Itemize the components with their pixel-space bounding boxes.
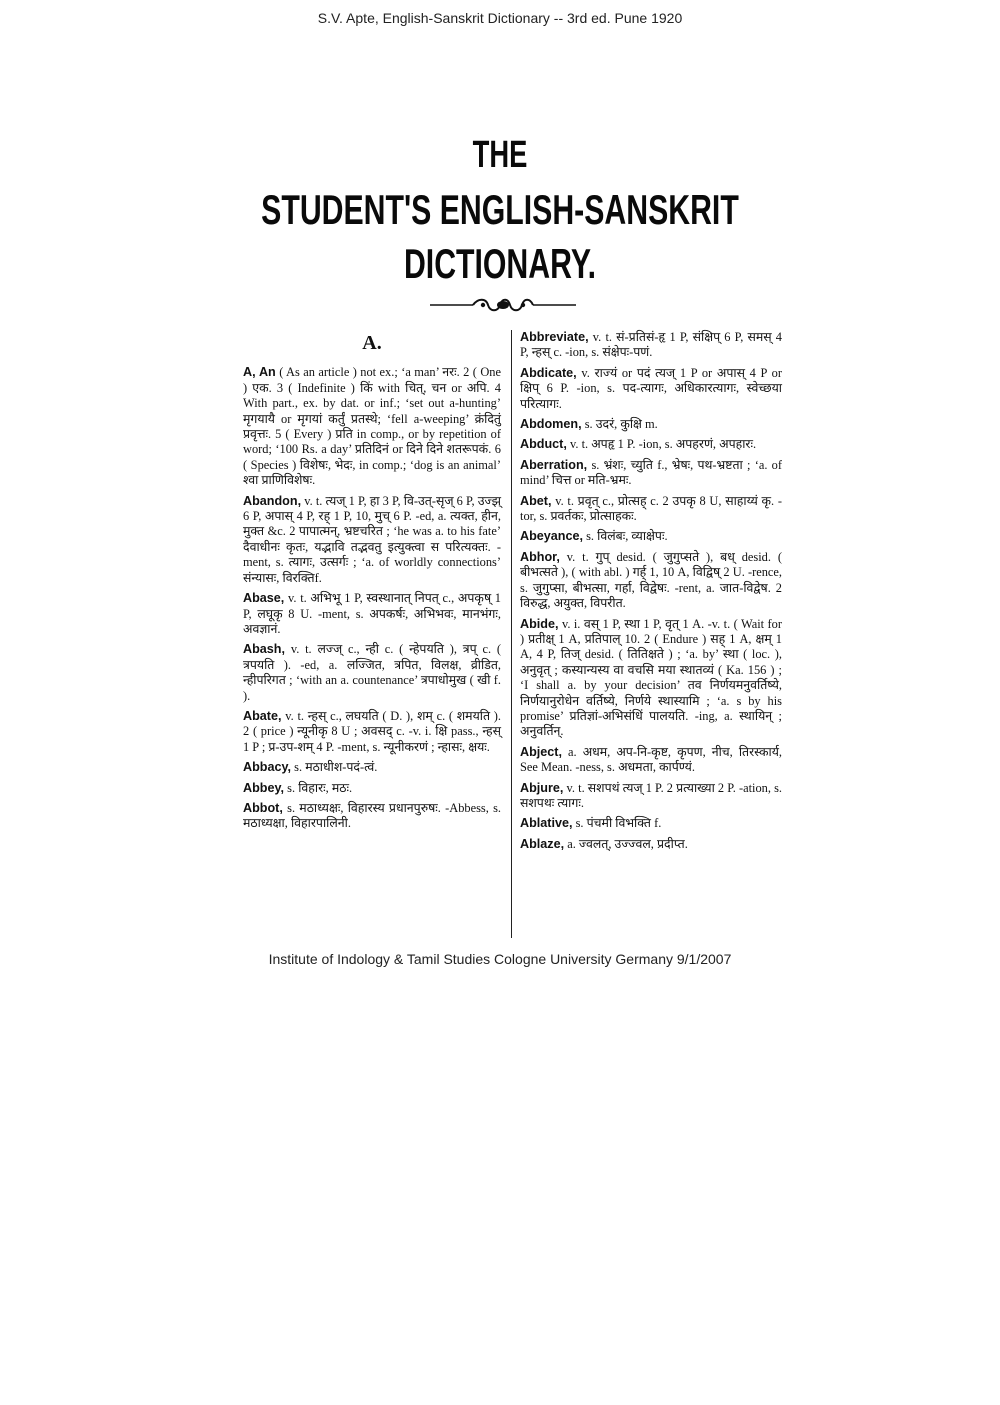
dictionary-entry — [520, 529, 782, 544]
entry-definition: v. t. त्यज् 1 P, हा 3 P, वि-उत्-सृज् 6 P, उज्झ् 6 P, अपास् 4 P, रह् 1 P, 10, मुच् 6 P. -ed, a. त्यक्त, हीन, मुक्त &c. 2 पापात्मन्, भ्रष्टचरित ; ‘he was a. to his fate’ दैवाधीनः कृतः, यद्भावि तद्भवतु इत्युक्त्वा स परित्यक्तः. -ment, s. त्यागः, उत्सर्गः ; ‘a. of worldly connections’ संन्यासः, विरक्तिf. — [243, 493, 501, 585]
entry-headword: Abash, — [243, 642, 285, 657]
dictionary-entry — [243, 801, 501, 832]
dictionary-entry — [520, 494, 782, 525]
entry-headword: Abate, — [243, 708, 282, 723]
entry-definition: s. विलंबः, व्याक्षेपः. — [586, 529, 668, 544]
entry-headword: Abbreviate, — [520, 330, 589, 344]
entry-headword: Abase, — [243, 591, 285, 606]
entry-headword: Abet, — [520, 493, 552, 508]
entry-headword: Abeyance, — [520, 529, 583, 544]
dictionary-entry — [520, 781, 782, 812]
right-column — [520, 330, 782, 857]
dictionary-entry — [520, 550, 782, 612]
dictionary-entry — [520, 745, 782, 776]
entry-definition: v. t. अपहृ 1 P. -ion, s. अपहरणं, अपहारः. — [569, 437, 757, 452]
entry-headword: A, An — [243, 365, 276, 380]
entry-definition: s. उदरं, कुक्षि m. — [584, 417, 658, 432]
dictionary-entry — [243, 760, 501, 775]
dictionary-entry — [520, 417, 782, 432]
dictionary-entry — [243, 642, 501, 704]
decorative-scroll-ornament-icon — [428, 296, 578, 314]
entry-definition: a. अधम, अप-नि-कृष्ट, कृपण, नीच, तिरस्कार्य, See Mean. -ness, s. अधमता, कार्पण्यं. — [520, 744, 782, 775]
dictionary-entry — [243, 591, 501, 637]
entry-headword: Abdicate, — [520, 365, 577, 380]
title-line-2: STUDENT'S ENGLISH-SANSKRIT — [261, 186, 739, 233]
dictionary-entry — [243, 365, 501, 488]
entry-definition: ( As an article ) not ex.; ‘a man’ नरः. 2 ( One ) एक. 3 ( Indefinite ) किं with चित्, चन or अपि. 4 With part., ex. by dat. or inf.; ‘set out a-hunting’ मृगयायै or मृगयां कर्तुं प्रतस्थे; ‘fell a-weeping’ क्रंदितुं प्रवृत्तः. 5 ( Every ) प्रति in comp., or by repetition of word; ‘100 Rs. a day’ प्रतिदिनं or दिने दिने शतरूपकं. 6 ( Species ) विशेषः, भेदः, in comp.; ‘dog is an animal’ श्वा प्राणिविशेषः. — [243, 365, 501, 488]
section-letter: A. — [362, 332, 382, 354]
citation-header: S.V. Apte, English-Sanskrit Dictionary -- 3rd ed. Pune 1920 — [317, 10, 683, 26]
dictionary-entry — [520, 617, 782, 740]
entry-headword: Abandon, — [243, 493, 302, 508]
dictionary-entry — [520, 837, 782, 852]
entry-headword: Abject, — [520, 744, 562, 759]
title-line-3: DICTIONARY. — [403, 240, 597, 287]
entry-headword: Abide, — [520, 616, 559, 631]
entry-definition: v. t. सं-प्रतिसं-हृ 1 P, संक्षिप् 6 P, समस् 4 P, न्हस् c. -ion, s. संक्षेपः-पणं. — [520, 330, 782, 360]
left-entry-list — [243, 365, 501, 831]
entry-definition: s. भ्रंशः, च्युति f., भ्रेषः, पथ-भ्रष्टता ; ‘a. of mind’ चित्त or मति-भ्रमः. — [520, 457, 782, 488]
left-column — [243, 330, 501, 837]
entry-definition: v. t. गुप् desid. ( जुगुप्सते ), बध् desid. ( बीभत्सते ), ( with abl. ) गर्ह् 1, 10 A, विद्विष् 2 U. -rence, s. जुगुप्सा, बीभत्सा, गर्हा, विद्वेषः. -rent, a. जात-विद्वेष. 2 विरुद्ध, अयुक्त, विपरीत. — [520, 549, 782, 611]
dictionary-entry — [520, 816, 782, 831]
entry-definition: v. t. अभिभू 1 P, स्वस्थानात् निपत् c., अपकृष् 1 P, लघूकृ 8 U. -ment, s. अपकर्षः, अभिभवः, मानभंगः, अवज्ञानं. — [243, 591, 501, 636]
dictionary-entry — [520, 330, 782, 361]
entry-headword: Abbot, — [243, 800, 283, 815]
entry-headword: Aberration, — [520, 457, 588, 472]
institution-footer: Institute of Indology & Tamil Studies Cologne University Germany 9/1/2007 — [268, 951, 732, 967]
entry-headword: Abbacy, — [243, 760, 292, 775]
dictionary-entry — [520, 437, 782, 452]
entry-definition: s. विहारः, मठः. — [287, 780, 353, 795]
dictionary-entry — [243, 709, 501, 755]
entry-headword: Abjure, — [520, 780, 564, 795]
entry-definition: v. t. न्हस् c., लघयति ( D. ), शम् c. ( शमयति ). 2 ( price ) न्यूनीकृ 8 U ; अवसद् c. -v. i. क्षि pass., न्हस् 1 P ; प्र-उप-शम् 4 P. -ment, s. न्यूनीकरणं ; न्हासः, क्षयः. — [243, 708, 501, 754]
entry-headword: Abdomen, — [520, 417, 582, 432]
entry-definition: v. t. सशपथं त्यज् 1 P. 2 प्रत्याख्या 2 P. -ation, s. सशपथः त्यागः. — [520, 780, 782, 810]
dictionary-entry — [243, 494, 501, 586]
column-divider — [511, 330, 512, 938]
entry-definition: s. मठाधीश-पदं-त्वं. — [294, 760, 378, 775]
entry-headword: Abhor, — [520, 549, 560, 564]
entry-definition: s. पंचमी विभक्ति f. — [575, 816, 662, 831]
entry-headword: Ablaze, — [520, 836, 565, 851]
entry-headword: Abbey, — [243, 780, 285, 795]
dictionary-entry — [243, 781, 501, 796]
entry-definition: v. t. लज्ज् c., न्ही c. ( न्हेपयति ), त्रप् c. ( त्रपयति ). -ed, a. लज्जित, त्रपित, विलक्ष, व्रीडित, न्हीपरिगत ; ‘with an a. countenance’ त्रपाधोमुख ( खी f. ). — [243, 642, 501, 703]
entry-definition: v. t. प्रवृत् c., प्रोत्सह् c. 2 उपकृ 8 U, साहाय्यं कृ. -tor, s. प्रवर्तकः, प्रोत्साहकः. — [520, 493, 782, 524]
right-entry-list — [520, 330, 782, 852]
dictionary-entry — [520, 458, 782, 489]
entry-headword: Abduct, — [520, 437, 567, 452]
entry-definition: v. राज्यं or पदं त्यज् 1 P or अपास् 4 P or क्षिप् 6 P. -ion, s. पद-त्यागः, अधिकारत्यागः, स्वेच्छया परित्यागः. — [520, 365, 782, 411]
dictionary-entry — [520, 366, 782, 412]
title-line-1: THE — [472, 134, 528, 176]
entry-definition: s. मठाध्यक्षः, विहारस्य प्रधानपुरुषः. -Abbess, s. मठाध्यक्षा, विहारपालिनी. — [243, 800, 501, 831]
entry-headword: Ablative, — [520, 816, 573, 831]
entry-definition: v. i. वस् 1 P, स्था 1 P, वृत् 1 A. -v. t. ( Wait for ) प्रतीक्ष् 1 A, प्रतिपाल् 10. 2 ( Endure ) सह् 1 A, क्षम् 1 A, 4 P, तिज् desid. ( तितिक्षते ) ; ‘a. by’ स्था ( loc. ), अनुवृत् ; कस्यान्यस्य वा वचसि मया स्थातव्यं ( Ka. 156 ) ; ‘I shall a. by your decision’ तव निर्णयमनुवर्तिष्ये, निर्णयानुरोधेन वर्तिष्ये, निर्णये स्थास्यामि ; ‘a. s by his promise’ प्रतिज्ञां-अभिसंधिं पालयति. -ing, a. स्थायिन् ; अनुवर्तिन्. — [520, 616, 782, 739]
entry-definition: a. ज्वलत्, उज्ज्वल, प्रदीप्त. — [567, 836, 688, 851]
